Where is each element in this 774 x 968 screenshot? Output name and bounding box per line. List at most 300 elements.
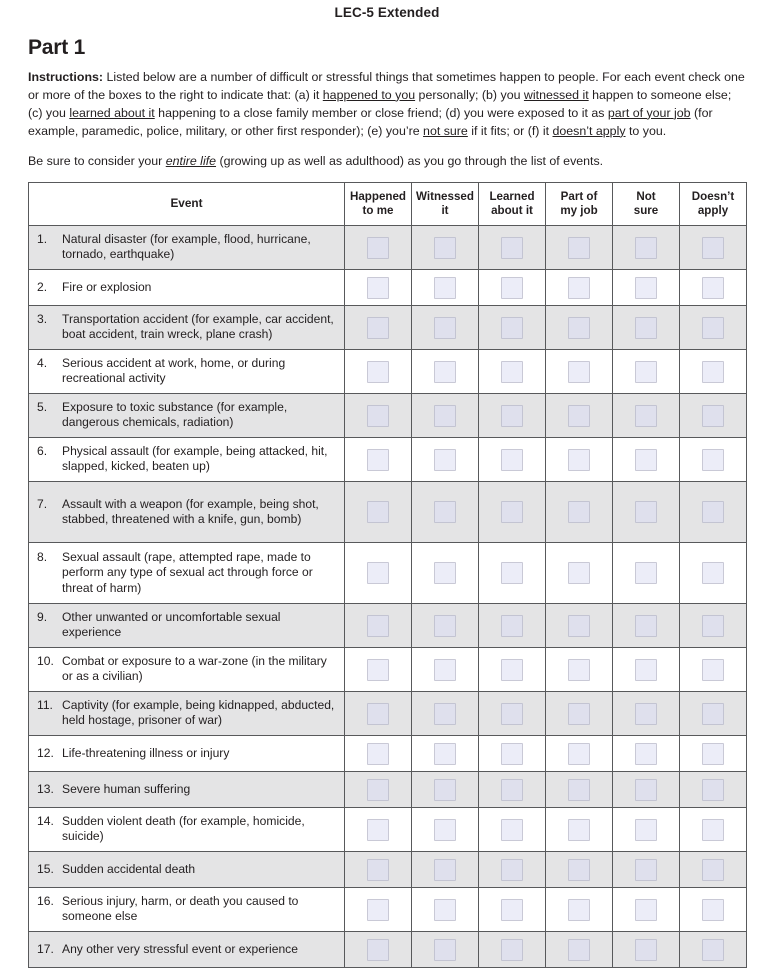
instructions-underline-learned-about-it: learned about it bbox=[69, 105, 155, 120]
event-number: 1. bbox=[37, 232, 48, 247]
event-cell bbox=[29, 932, 345, 968]
event-number: 6. bbox=[37, 444, 48, 459]
checkbox-cell[interactable] bbox=[613, 350, 680, 394]
checkbox-cell[interactable] bbox=[345, 438, 412, 482]
checkbox[interactable] bbox=[702, 819, 724, 841]
checkbox[interactable] bbox=[367, 819, 389, 841]
column-header-part-of-my-job bbox=[546, 183, 613, 226]
checkbox-cell[interactable] bbox=[345, 604, 412, 648]
checkbox-cell[interactable] bbox=[613, 852, 680, 888]
event-row-content bbox=[37, 400, 338, 431]
event-cell bbox=[29, 482, 345, 543]
header-line-1: Witnessed bbox=[416, 190, 474, 204]
checkbox-cell[interactable] bbox=[345, 306, 412, 350]
checkbox-cell[interactable] bbox=[546, 394, 613, 438]
instructions-underline-witnessed-it: witnessed it bbox=[523, 87, 589, 102]
checkbox[interactable] bbox=[434, 405, 456, 427]
checkbox[interactable] bbox=[501, 615, 523, 637]
checkbox[interactable] bbox=[434, 237, 456, 259]
event-label: Exposure to toxic substance (for example, dangerous chemicals, radiation) bbox=[62, 400, 288, 430]
checkbox-cell[interactable] bbox=[546, 306, 613, 350]
table-row bbox=[29, 736, 747, 772]
checkbox-cell[interactable] bbox=[680, 932, 747, 968]
event-cell bbox=[29, 543, 345, 604]
checkbox[interactable] bbox=[635, 899, 657, 921]
event-label: Assault with a weapon (for example, being shot, stabbed, threatened with a knife, gun, bomb) bbox=[62, 496, 319, 526]
checkbox[interactable] bbox=[635, 743, 657, 765]
checkbox-cell[interactable] bbox=[345, 808, 412, 852]
checkbox[interactable] bbox=[434, 361, 456, 383]
checkbox-cell[interactable] bbox=[680, 772, 747, 808]
event-row-content bbox=[37, 746, 338, 761]
checkbox[interactable] bbox=[501, 361, 523, 383]
checkbox-cell[interactable] bbox=[546, 736, 613, 772]
checkbox[interactable] bbox=[434, 501, 456, 523]
checkbox[interactable] bbox=[501, 237, 523, 259]
checkbox-cell[interactable] bbox=[479, 438, 546, 482]
table-row bbox=[29, 852, 747, 888]
document-page bbox=[0, 5, 774, 956]
checkbox-cell[interactable] bbox=[412, 888, 479, 932]
checkbox-cell[interactable] bbox=[613, 543, 680, 604]
checkbox-cell[interactable] bbox=[546, 808, 613, 852]
lec-events-table bbox=[28, 182, 747, 968]
checkbox-cell[interactable] bbox=[546, 226, 613, 270]
event-cell bbox=[29, 772, 345, 808]
checkbox-cell[interactable] bbox=[613, 438, 680, 482]
checkbox-cell[interactable] bbox=[479, 852, 546, 888]
checkbox[interactable] bbox=[702, 317, 724, 339]
checkbox-cell[interactable] bbox=[412, 350, 479, 394]
event-number: 11. bbox=[37, 698, 53, 713]
checkbox-cell[interactable] bbox=[546, 692, 613, 736]
checkbox-cell[interactable] bbox=[479, 888, 546, 932]
event-number: 8. bbox=[37, 549, 48, 564]
event-number: 10. bbox=[37, 654, 54, 669]
checkbox-cell[interactable] bbox=[546, 270, 613, 306]
table-row bbox=[29, 438, 747, 482]
checkbox[interactable] bbox=[635, 703, 657, 725]
checkbox[interactable] bbox=[367, 562, 389, 584]
checkbox-cell[interactable] bbox=[345, 543, 412, 604]
event-number: 13. bbox=[37, 781, 54, 796]
checkbox[interactable] bbox=[568, 449, 590, 471]
checkbox[interactable] bbox=[702, 405, 724, 427]
checkbox[interactable] bbox=[568, 405, 590, 427]
checkbox[interactable] bbox=[568, 819, 590, 841]
consider-segment-1: Be sure to consider your bbox=[28, 154, 166, 169]
checkbox[interactable] bbox=[635, 779, 657, 801]
event-row-content bbox=[37, 654, 338, 685]
checkbox[interactable] bbox=[702, 703, 724, 725]
checkbox[interactable] bbox=[501, 939, 523, 961]
checkbox[interactable] bbox=[501, 743, 523, 765]
checkbox-cell[interactable] bbox=[345, 350, 412, 394]
checkbox[interactable] bbox=[635, 939, 657, 961]
column-header-event: Event bbox=[29, 183, 345, 226]
column-header-happened-to-me bbox=[345, 183, 412, 226]
checkbox[interactable] bbox=[568, 361, 590, 383]
checkbox-cell[interactable] bbox=[680, 852, 747, 888]
instructions-segment-3: happen to someone else; (c) you bbox=[28, 87, 732, 120]
event-number: 2. bbox=[37, 279, 48, 294]
checkbox[interactable] bbox=[367, 779, 389, 801]
event-row-content bbox=[37, 356, 338, 387]
event-number: 16. bbox=[37, 894, 54, 909]
checkbox[interactable] bbox=[501, 501, 523, 523]
checkbox[interactable] bbox=[702, 615, 724, 637]
event-row-content bbox=[37, 444, 338, 475]
checkbox-cell[interactable] bbox=[546, 482, 613, 543]
checkbox-cell[interactable] bbox=[345, 772, 412, 808]
checkbox[interactable] bbox=[568, 317, 590, 339]
event-number: 17. bbox=[37, 941, 54, 956]
checkbox-cell[interactable] bbox=[412, 270, 479, 306]
event-cell bbox=[29, 808, 345, 852]
event-label: Sudden accidental death bbox=[62, 861, 196, 876]
checkbox[interactable] bbox=[501, 899, 523, 921]
event-row-content bbox=[37, 942, 338, 957]
checkbox[interactable] bbox=[434, 449, 456, 471]
checkbox[interactable] bbox=[635, 237, 657, 259]
header-line-2: apply bbox=[697, 203, 729, 217]
checkbox-cell[interactable] bbox=[479, 648, 546, 692]
column-header-doesnt-apply bbox=[680, 183, 747, 226]
checkbox-cell[interactable] bbox=[680, 350, 747, 394]
column-header-learned-about-it bbox=[479, 183, 546, 226]
checkbox-cell[interactable] bbox=[345, 648, 412, 692]
checkbox-cell[interactable] bbox=[546, 932, 613, 968]
consider-entire-life-note bbox=[28, 153, 746, 171]
checkbox-cell[interactable] bbox=[613, 604, 680, 648]
instructions-segment-7: to you. bbox=[625, 123, 667, 138]
checkbox-cell[interactable] bbox=[613, 772, 680, 808]
instructions-underline-happened-to-you: happened to you bbox=[322, 87, 416, 102]
checkbox[interactable] bbox=[635, 449, 657, 471]
checkbox[interactable] bbox=[702, 659, 724, 681]
checkbox[interactable] bbox=[367, 501, 389, 523]
checkbox-cell[interactable] bbox=[412, 226, 479, 270]
checkbox-cell[interactable] bbox=[345, 932, 412, 968]
part-heading: Part 1 bbox=[28, 36, 86, 59]
checkbox-cell[interactable] bbox=[345, 394, 412, 438]
checkbox[interactable] bbox=[568, 939, 590, 961]
document-title: LEC-5 Extended bbox=[334, 5, 440, 20]
header-line-2: about it bbox=[491, 203, 533, 217]
table-row bbox=[29, 772, 747, 808]
checkbox-cell[interactable] bbox=[680, 736, 747, 772]
checkbox[interactable] bbox=[367, 659, 389, 681]
table-row bbox=[29, 932, 747, 968]
checkbox[interactable] bbox=[568, 743, 590, 765]
checkbox[interactable] bbox=[434, 779, 456, 801]
checkbox[interactable] bbox=[702, 562, 724, 584]
table-row bbox=[29, 482, 747, 543]
checkbox[interactable] bbox=[367, 449, 389, 471]
checkbox-cell[interactable] bbox=[345, 226, 412, 270]
checkbox[interactable] bbox=[702, 859, 724, 881]
instructions-underline-part-of-your-job: part of your job bbox=[607, 105, 691, 120]
checkbox-cell[interactable] bbox=[479, 932, 546, 968]
header-line-2: to me bbox=[362, 203, 394, 217]
checkbox-cell[interactable] bbox=[479, 482, 546, 543]
event-number: 4. bbox=[37, 356, 48, 371]
header-line-2: my job bbox=[560, 203, 598, 217]
checkbox[interactable] bbox=[568, 562, 590, 584]
checkbox-cell[interactable] bbox=[680, 692, 747, 736]
checkbox-cell[interactable] bbox=[345, 852, 412, 888]
checkbox-cell[interactable] bbox=[412, 648, 479, 692]
checkbox[interactable] bbox=[568, 615, 590, 637]
header-line-1: Happened bbox=[349, 190, 407, 204]
checkbox-cell[interactable] bbox=[613, 306, 680, 350]
checkbox[interactable] bbox=[702, 237, 724, 259]
checkbox-cell[interactable] bbox=[479, 350, 546, 394]
checkbox-cell[interactable] bbox=[613, 736, 680, 772]
checkbox-cell[interactable] bbox=[345, 692, 412, 736]
checkbox-cell[interactable] bbox=[546, 772, 613, 808]
event-number: 9. bbox=[37, 610, 48, 625]
checkbox[interactable] bbox=[568, 703, 590, 725]
checkbox-cell[interactable] bbox=[613, 226, 680, 270]
event-row-content bbox=[37, 698, 338, 729]
checkbox-cell[interactable] bbox=[412, 482, 479, 543]
event-row-content bbox=[37, 894, 338, 925]
checkbox[interactable] bbox=[367, 277, 389, 299]
checkbox-cell[interactable] bbox=[546, 604, 613, 648]
checkbox[interactable] bbox=[434, 277, 456, 299]
checkbox[interactable] bbox=[367, 859, 389, 881]
event-label: Fire or explosion bbox=[62, 279, 152, 294]
checkbox[interactable] bbox=[434, 703, 456, 725]
checkbox[interactable] bbox=[702, 501, 724, 523]
checkbox[interactable] bbox=[367, 361, 389, 383]
checkbox[interactable] bbox=[635, 562, 657, 584]
checkbox[interactable] bbox=[367, 237, 389, 259]
checkbox[interactable] bbox=[568, 501, 590, 523]
checkbox[interactable] bbox=[635, 277, 657, 299]
checkbox-cell[interactable] bbox=[680, 543, 747, 604]
checkbox[interactable] bbox=[501, 703, 523, 725]
checkbox[interactable] bbox=[434, 939, 456, 961]
table-header-row bbox=[29, 183, 747, 226]
checkbox-cell[interactable] bbox=[613, 394, 680, 438]
checkbox[interactable] bbox=[635, 819, 657, 841]
event-row-content bbox=[37, 280, 338, 295]
checkbox[interactable] bbox=[434, 317, 456, 339]
table-row bbox=[29, 648, 747, 692]
checkbox-cell[interactable] bbox=[613, 808, 680, 852]
checkbox[interactable] bbox=[434, 899, 456, 921]
instructions-underline-doesnt-apply: doesn’t apply bbox=[552, 123, 626, 138]
checkbox-cell[interactable] bbox=[479, 543, 546, 604]
checkbox-cell[interactable] bbox=[479, 736, 546, 772]
checkbox-cell[interactable] bbox=[412, 543, 479, 604]
checkbox-cell[interactable] bbox=[479, 306, 546, 350]
checkbox-cell[interactable] bbox=[680, 604, 747, 648]
checkbox[interactable] bbox=[501, 859, 523, 881]
checkbox-cell[interactable] bbox=[613, 888, 680, 932]
checkbox[interactable] bbox=[434, 615, 456, 637]
table-row bbox=[29, 350, 747, 394]
instructions-label: Instructions: bbox=[28, 70, 104, 84]
checkbox-cell[interactable] bbox=[412, 808, 479, 852]
event-label: Severe human suffering bbox=[62, 781, 191, 796]
checkbox-cell[interactable] bbox=[479, 604, 546, 648]
checkbox[interactable] bbox=[434, 659, 456, 681]
event-row-content bbox=[37, 550, 338, 596]
column-header-not-sure bbox=[613, 183, 680, 226]
checkbox-cell[interactable] bbox=[546, 438, 613, 482]
checkbox[interactable] bbox=[635, 501, 657, 523]
checkbox[interactable] bbox=[635, 361, 657, 383]
checkbox-cell[interactable] bbox=[546, 852, 613, 888]
checkbox-cell[interactable] bbox=[345, 482, 412, 543]
checkbox[interactable] bbox=[367, 743, 389, 765]
checkbox-cell[interactable] bbox=[479, 226, 546, 270]
checkbox[interactable] bbox=[702, 743, 724, 765]
table-row bbox=[29, 604, 747, 648]
event-row-content bbox=[37, 782, 338, 797]
checkbox-cell[interactable] bbox=[680, 226, 747, 270]
checkbox[interactable] bbox=[635, 317, 657, 339]
checkbox[interactable] bbox=[568, 277, 590, 299]
checkbox-cell[interactable] bbox=[412, 736, 479, 772]
event-number: 14. bbox=[37, 814, 54, 829]
checkbox-cell[interactable] bbox=[546, 350, 613, 394]
event-label: Sexual assault (rape, attempted rape, made to perform any type of sexual act through force or threat of harm) bbox=[62, 549, 313, 595]
checkbox-cell[interactable] bbox=[613, 270, 680, 306]
checkbox-cell[interactable] bbox=[479, 772, 546, 808]
checkbox[interactable] bbox=[367, 703, 389, 725]
checkbox-cell[interactable] bbox=[412, 692, 479, 736]
consider-segment-2: (growing up as well as adulthood) as you go through the list of events. bbox=[216, 154, 604, 169]
table-row bbox=[29, 226, 747, 270]
checkbox-cell[interactable] bbox=[680, 394, 747, 438]
checkbox-cell[interactable] bbox=[613, 692, 680, 736]
checkbox-cell[interactable] bbox=[546, 543, 613, 604]
checkbox-cell[interactable] bbox=[412, 306, 479, 350]
checkbox-cell[interactable] bbox=[680, 888, 747, 932]
event-number: 5. bbox=[37, 400, 48, 415]
checkbox[interactable] bbox=[635, 615, 657, 637]
checkbox[interactable] bbox=[501, 449, 523, 471]
checkbox[interactable] bbox=[568, 237, 590, 259]
checkbox[interactable] bbox=[702, 939, 724, 961]
checkbox-cell[interactable] bbox=[680, 438, 747, 482]
event-cell bbox=[29, 852, 345, 888]
event-label: Captivity (for example, being kidnapped, abducted, held hostage, prisoner of war) bbox=[62, 698, 335, 728]
checkbox[interactable] bbox=[501, 562, 523, 584]
header-line-2: sure bbox=[633, 203, 659, 217]
checkbox[interactable] bbox=[501, 277, 523, 299]
event-cell bbox=[29, 306, 345, 350]
event-row-content bbox=[37, 814, 338, 845]
checkbox[interactable] bbox=[367, 405, 389, 427]
checkbox[interactable] bbox=[434, 859, 456, 881]
checkbox-cell[interactable] bbox=[345, 888, 412, 932]
event-cell bbox=[29, 270, 345, 306]
checkbox[interactable] bbox=[367, 939, 389, 961]
event-row-content bbox=[37, 312, 338, 343]
checkbox[interactable] bbox=[501, 405, 523, 427]
event-label: Physical assault (for example, being attacked, hit, slapped, kicked, beaten up) bbox=[62, 444, 328, 474]
checkbox-cell[interactable] bbox=[345, 736, 412, 772]
event-cell bbox=[29, 438, 345, 482]
checkbox[interactable] bbox=[702, 899, 724, 921]
checkbox[interactable] bbox=[702, 779, 724, 801]
checkbox-cell[interactable] bbox=[680, 306, 747, 350]
table-row bbox=[29, 692, 747, 736]
event-cell bbox=[29, 226, 345, 270]
checkbox[interactable] bbox=[702, 277, 724, 299]
checkbox-cell[interactable] bbox=[680, 270, 747, 306]
checkbox-cell[interactable] bbox=[479, 270, 546, 306]
event-label: Sudden violent death (for example, homicide, suicide) bbox=[62, 814, 305, 844]
checkbox[interactable] bbox=[568, 659, 590, 681]
checkbox-cell[interactable] bbox=[412, 604, 479, 648]
checkbox-cell[interactable] bbox=[412, 438, 479, 482]
checkbox[interactable] bbox=[434, 562, 456, 584]
table-row bbox=[29, 888, 747, 932]
checkbox-cell[interactable] bbox=[546, 648, 613, 692]
checkbox[interactable] bbox=[635, 659, 657, 681]
instructions-segment-4: happening to a close family member or close friend; (d) you were exposed to it as bbox=[154, 105, 608, 120]
checkbox-cell[interactable] bbox=[680, 648, 747, 692]
checkbox[interactable] bbox=[434, 819, 456, 841]
checkbox-cell[interactable] bbox=[479, 394, 546, 438]
checkbox-cell[interactable] bbox=[479, 692, 546, 736]
header-line-2: it bbox=[441, 203, 449, 217]
checkbox-cell[interactable] bbox=[345, 270, 412, 306]
checkbox[interactable] bbox=[367, 317, 389, 339]
checkbox-cell[interactable] bbox=[680, 482, 747, 543]
table-body bbox=[29, 226, 747, 968]
event-cell bbox=[29, 648, 345, 692]
checkbox-cell[interactable] bbox=[412, 772, 479, 808]
checkbox-cell[interactable] bbox=[613, 648, 680, 692]
event-label: Serious injury, harm, or death you caused to someone else bbox=[62, 894, 299, 924]
checkbox-cell[interactable] bbox=[479, 808, 546, 852]
checkbox-cell[interactable] bbox=[613, 932, 680, 968]
checkbox[interactable] bbox=[568, 899, 590, 921]
checkbox[interactable] bbox=[635, 405, 657, 427]
checkbox[interactable] bbox=[501, 659, 523, 681]
event-number: 15. bbox=[37, 861, 54, 876]
checkbox-cell[interactable] bbox=[412, 394, 479, 438]
checkbox[interactable] bbox=[501, 317, 523, 339]
checkbox[interactable] bbox=[635, 859, 657, 881]
checkbox[interactable] bbox=[501, 819, 523, 841]
event-label: Other unwanted or uncomfortable sexual experience bbox=[62, 610, 281, 640]
event-label: Combat or exposure to a war-zone (in the military or as a civilian) bbox=[62, 654, 327, 684]
checkbox-cell[interactable] bbox=[412, 852, 479, 888]
checkbox-cell[interactable] bbox=[412, 932, 479, 968]
checkbox[interactable] bbox=[367, 615, 389, 637]
checkbox-cell[interactable] bbox=[546, 888, 613, 932]
table-row bbox=[29, 394, 747, 438]
checkbox[interactable] bbox=[702, 361, 724, 383]
checkbox[interactable] bbox=[501, 779, 523, 801]
checkbox-cell[interactable] bbox=[680, 808, 747, 852]
checkbox-cell[interactable] bbox=[613, 482, 680, 543]
checkbox[interactable] bbox=[568, 779, 590, 801]
checkbox[interactable] bbox=[568, 859, 590, 881]
header-line-1: Doesn’t bbox=[691, 190, 735, 204]
checkbox[interactable] bbox=[367, 899, 389, 921]
checkbox[interactable] bbox=[434, 743, 456, 765]
checkbox[interactable] bbox=[702, 449, 724, 471]
